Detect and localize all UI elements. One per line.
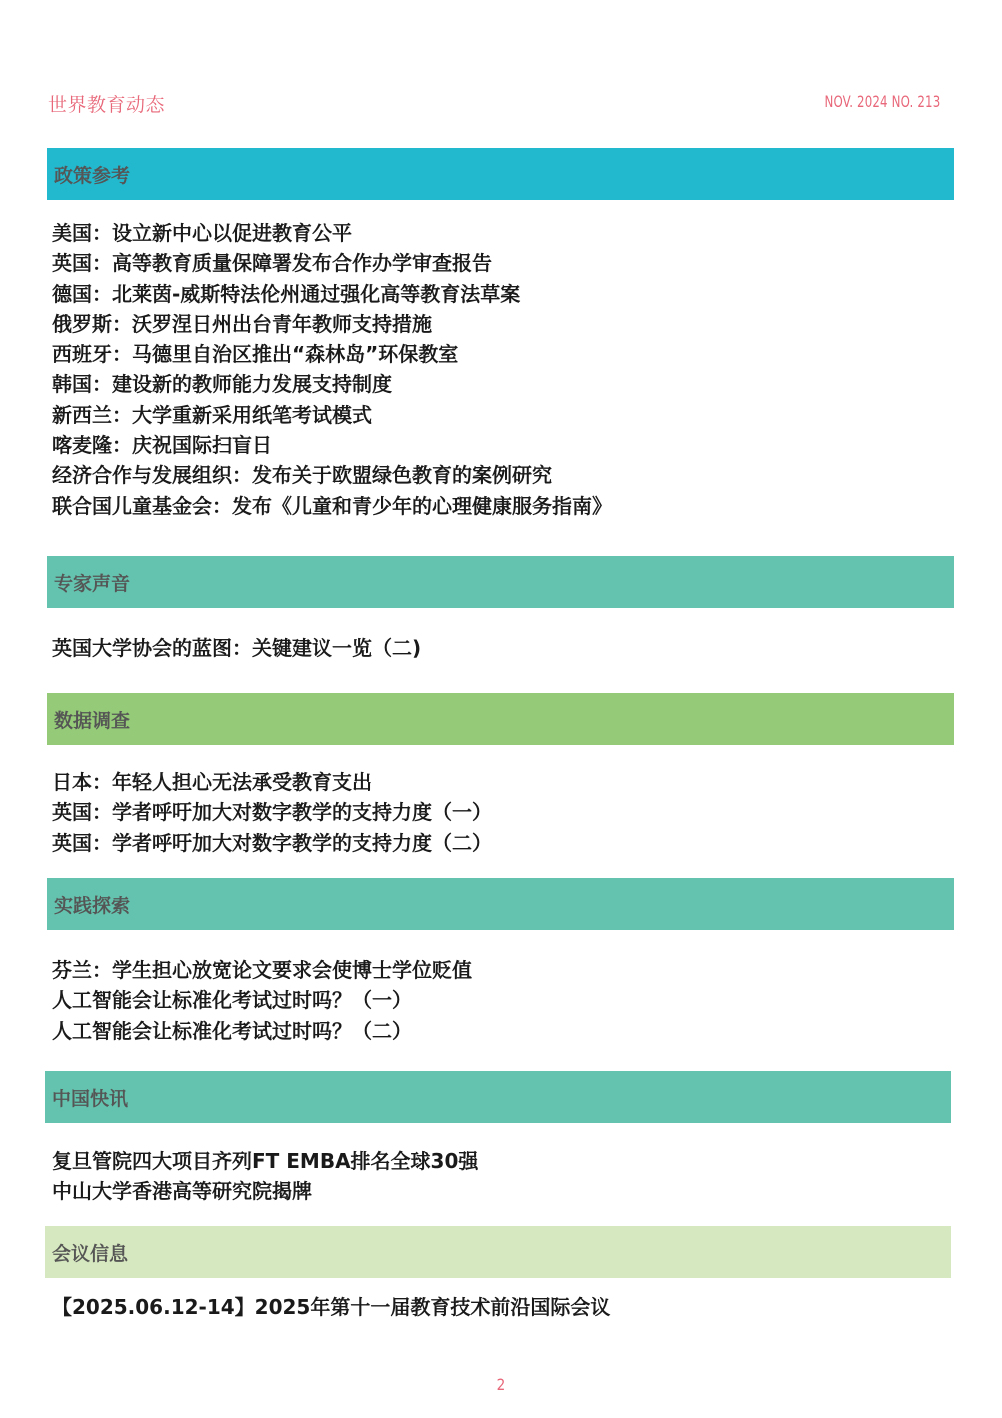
section-title: 会议信息 <box>52 1242 129 1265</box>
section-list-expert <box>52 633 421 663</box>
list-item[interactable]: 美国：设立新中心以促进教育公平 <box>52 221 352 245</box>
list-item[interactable]: 中山大学香港高等研究院揭牌 <box>52 1179 312 1204</box>
section-title: 数据调查 <box>54 709 131 732</box>
list-item[interactable]: 俄罗斯：沃罗涅日州出台青年教师支持措施 <box>52 311 432 336</box>
section-title: 专家声音 <box>54 572 131 595</box>
section-title: 中国快讯 <box>52 1087 129 1110</box>
list-item[interactable]: 新西兰：大学重新采用纸笔考试模式 <box>52 402 372 427</box>
section-title: 实践探索 <box>54 894 131 917</box>
list-item[interactable]: 英国：高等教育质量保障署发布合作办学审查报告 <box>52 251 492 276</box>
section-list-policy <box>52 218 612 521</box>
header-title: 世界教育动态 <box>48 94 166 116</box>
section-bar-conference <box>45 1226 951 1278</box>
section-list-data <box>52 767 492 858</box>
section-list-practice <box>52 955 472 1046</box>
list-item[interactable]: 英国：学者呼吁加大对数字教学的支持力度（二） <box>52 830 492 855</box>
list-item[interactable]: 德国：北莱茵-威斯特法伦州通过强化高等教育法草案 <box>52 281 521 306</box>
section-title: 政策参考 <box>54 164 131 187</box>
section-bar-data <box>47 693 954 745</box>
list-item[interactable]: 英国大学协会的蓝图：关键建议一览（二) <box>52 636 422 660</box>
list-item[interactable]: 人工智能会让标准化考试过时吗？（一） <box>52 988 412 1013</box>
section-bar-practice <box>47 878 954 930</box>
section-list-china-news <box>52 1146 478 1207</box>
section-bar-china-news <box>45 1071 951 1123</box>
list-item[interactable]: 联合国儿童基金会：发布《儿童和青少年的心理健康服务指南》 <box>52 493 612 518</box>
section-list-conference <box>52 1292 610 1322</box>
list-item[interactable]: 喀麦隆：庆祝国际扫盲日 <box>52 433 272 458</box>
list-item[interactable]: 韩国：建设新的教师能力发展支持制度 <box>52 372 392 397</box>
page-number: 2 <box>496 1375 506 1394</box>
list-item[interactable]: 西班牙：马德里自治区推出“森林岛”环保教室 <box>52 342 459 367</box>
list-item[interactable]: 【2025.06.12-14】2025年第十一届教育技术前沿国际会议 <box>52 1295 611 1319</box>
list-item[interactable]: 日本：年轻人担心无法承受教育支出 <box>52 770 372 794</box>
section-bar-policy <box>47 148 954 200</box>
list-item[interactable]: 英国：学者呼吁加大对数字教学的支持力度（一） <box>52 800 492 825</box>
list-item[interactable]: 经济合作与发展组织：发布关于欧盟绿色教育的案例研究 <box>52 463 552 488</box>
header-issue: NOV. 2024 NO. 213 <box>824 92 940 111</box>
list-item[interactable]: 人工智能会让标准化考试过时吗？（二） <box>52 1018 412 1043</box>
section-bar-expert <box>47 556 954 608</box>
list-item[interactable]: 复旦管院四大项目齐列FT EMBA排名全球30强 <box>52 1149 479 1173</box>
list-item[interactable]: 芬兰：学生担心放宽论文要求会使博士学位贬值 <box>52 958 472 982</box>
